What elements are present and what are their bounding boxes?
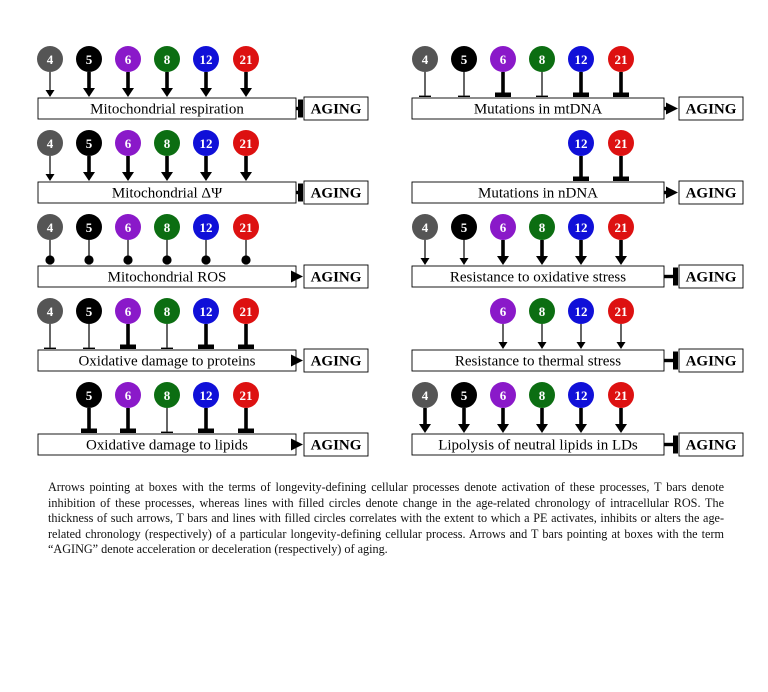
pe-number-label: 4 (46, 52, 54, 67)
activation-arrowhead (497, 424, 509, 433)
activation-arrowhead (46, 90, 55, 97)
aging-label: AGING (310, 269, 362, 286)
aging-activation-arrowhead (291, 439, 303, 451)
activation-arrowhead (538, 342, 547, 349)
pe-number-label: 8 (538, 220, 546, 235)
process-label: Oxidative damage to lipids (85, 437, 249, 454)
activation-arrowhead (615, 424, 627, 433)
pe-number-label: 6 (499, 388, 507, 403)
activation-arrowhead (575, 424, 587, 433)
pe-number-label: 5 (85, 220, 93, 235)
pe-number-label: 4 (46, 304, 54, 319)
pe-number-label: 21 (239, 304, 253, 319)
alteration-filled-circle (201, 255, 210, 264)
aging-label: AGING (685, 269, 737, 286)
panel-0 (37, 46, 368, 120)
inhibition-t-bar (198, 429, 214, 434)
aging-inhibition-t-bar (298, 100, 303, 118)
panel-6 (412, 130, 743, 204)
inhibition-t-bar (613, 93, 629, 98)
pe-number-label: 6 (124, 136, 132, 151)
panel-3 (37, 298, 368, 372)
pe-number-label: 21 (239, 52, 253, 67)
pe-number-label: 21 (239, 388, 253, 403)
alteration-filled-circle (123, 255, 132, 264)
inhibition-t-bar (44, 348, 56, 349)
aging-label: AGING (685, 101, 737, 118)
activation-arrowhead (240, 88, 252, 97)
activation-arrowhead (240, 172, 252, 181)
pe-number-label: 6 (124, 220, 132, 235)
aging-label: AGING (685, 353, 737, 370)
pe-number-label: 6 (124, 52, 132, 67)
aging-label: AGING (685, 437, 737, 454)
pe-number-label: 8 (163, 388, 171, 403)
activation-arrowhead (421, 258, 430, 265)
process-label: Resistance to thermal stress (454, 353, 622, 370)
inhibition-t-bar (120, 345, 136, 350)
pe-number-label: 5 (85, 52, 93, 67)
inhibition-t-bar (419, 96, 431, 97)
process-label: Resistance to oxidative stress (449, 269, 627, 286)
panel-2 (37, 214, 368, 288)
pe-number-label: 8 (538, 388, 546, 403)
aging-label: AGING (310, 353, 362, 370)
panel-5 (412, 46, 743, 120)
pe-number-label: 5 (460, 220, 468, 235)
inhibition-t-bar (161, 432, 173, 433)
pe-number-label: 5 (85, 388, 93, 403)
alteration-filled-circle (241, 255, 250, 264)
activation-arrowhead (122, 88, 134, 97)
pe-number-label: 4 (421, 220, 429, 235)
inhibition-t-bar (238, 429, 254, 434)
pe-number-label: 12 (574, 388, 588, 403)
inhibition-t-bar (458, 96, 470, 97)
activation-arrowhead (200, 88, 212, 97)
aging-label: AGING (310, 437, 362, 454)
panel-8 (412, 298, 743, 372)
pe-number-label: 4 (46, 136, 54, 151)
pe-number-label: 5 (460, 388, 468, 403)
process-label: Mitochondrial respiration (90, 101, 244, 118)
pe-number-label: 4 (46, 220, 54, 235)
alteration-filled-circle (84, 255, 93, 264)
inhibition-t-bar (120, 429, 136, 434)
pe-number-label: 5 (85, 304, 93, 319)
pe-number-label: 6 (499, 52, 507, 67)
inhibition-t-bar (613, 177, 629, 182)
activation-arrowhead (499, 342, 508, 349)
process-label: Mutations in mtDNA (473, 101, 603, 118)
pe-number-label: 21 (614, 136, 628, 151)
process-label: Oxidative damage to proteins (78, 353, 256, 370)
pe-number-label: 4 (421, 52, 429, 67)
inhibition-t-bar (573, 93, 589, 98)
inhibition-t-bar (238, 345, 254, 350)
alteration-filled-circle (162, 255, 171, 264)
activation-arrowhead (536, 256, 548, 265)
inhibition-t-bar (573, 177, 589, 182)
aging-activation-arrowhead (291, 355, 303, 367)
pe-number-label: 8 (163, 220, 171, 235)
pe-number-label: 8 (538, 304, 546, 319)
aging-label: AGING (310, 185, 362, 202)
pe-number-label: 5 (85, 136, 93, 151)
activation-arrowhead (83, 88, 95, 97)
aging-activation-arrowhead (666, 187, 678, 199)
panel-1 (37, 130, 368, 204)
pe-number-label: 6 (124, 388, 132, 403)
aging-activation-arrowhead (666, 103, 678, 115)
pe-number-label: 6 (124, 304, 132, 319)
pe-number-label: 4 (421, 388, 429, 403)
activation-arrowhead (497, 256, 509, 265)
alteration-filled-circle (45, 255, 54, 264)
activation-arrowhead (575, 256, 587, 265)
pe-number-label: 12 (199, 388, 213, 403)
activation-arrowhead (122, 172, 134, 181)
activation-arrowhead (46, 174, 55, 181)
pe-number-label: 6 (499, 304, 507, 319)
pe-number-label: 5 (460, 52, 468, 67)
process-label: Mitochondrial ΔΨ (111, 185, 223, 202)
activation-arrowhead (536, 424, 548, 433)
pe-number-label: 21 (239, 220, 253, 235)
pe-number-label: 12 (199, 136, 213, 151)
process-label: Mitochondrial ROS (107, 269, 227, 286)
pe-number-label: 8 (538, 52, 546, 67)
activation-arrowhead (83, 172, 95, 181)
pe-number-label: 12 (199, 52, 213, 67)
inhibition-t-bar (536, 96, 548, 97)
pe-number-label: 8 (163, 136, 171, 151)
pe-number-label: 21 (614, 52, 628, 67)
aging-inhibition-t-bar (298, 184, 303, 202)
pe-number-label: 21 (614, 220, 628, 235)
inhibition-t-bar (81, 429, 97, 434)
aging-inhibition-t-bar (673, 268, 678, 286)
pe-number-label: 12 (574, 304, 588, 319)
pe-number-label: 8 (163, 52, 171, 67)
activation-arrowhead (419, 424, 431, 433)
pe-number-label: 12 (574, 136, 588, 151)
activation-arrowhead (460, 258, 469, 265)
aging-inhibition-t-bar (673, 436, 678, 454)
panel-7 (412, 214, 743, 288)
pe-number-label: 12 (199, 304, 213, 319)
activation-arrowhead (161, 172, 173, 181)
activation-arrowhead (617, 342, 626, 349)
inhibition-t-bar (83, 348, 95, 349)
aging-label: AGING (685, 185, 737, 202)
activation-arrowhead (458, 424, 470, 433)
pe-number-label: 12 (199, 220, 213, 235)
panel-9 (412, 382, 743, 456)
activation-arrowhead (615, 256, 627, 265)
pe-number-label: 12 (574, 52, 588, 67)
process-label: Lipolysis of neutral lipids in LDs (438, 437, 638, 454)
activation-arrowhead (161, 88, 173, 97)
inhibition-t-bar (495, 93, 511, 98)
aging-inhibition-t-bar (673, 352, 678, 370)
activation-arrowhead (577, 342, 586, 349)
inhibition-t-bar (198, 345, 214, 350)
pe-number-label: 8 (163, 304, 171, 319)
pe-number-label: 21 (239, 136, 253, 151)
figure-caption: Arrows pointing at boxes with the terms of longevity-defining cellular processes denote activation of these processes, T bars denote inhibition of these processes, whereas lines with filled circles denote change in the age-related chronology of intracellular ROS. The thickness of such arrows, T bars and lines with filled circles correlates with the extent to which a PE activates, inhibits or alters the age-related chronology (respectively) of a particular longevity-defining cellular process. Arrows and T bars pointing at boxes with the term “AGING” denote acceleration or deceleration (respectively) of aging. (48, 480, 724, 556)
process-label: Mutations in nDNA (478, 185, 598, 202)
panel-4 (38, 382, 368, 456)
aging-activation-arrowhead (291, 271, 303, 283)
pe-number-label: 21 (614, 304, 628, 319)
pe-number-label: 6 (499, 220, 507, 235)
pe-number-label: 21 (614, 388, 628, 403)
aging-label: AGING (310, 101, 362, 118)
inhibition-t-bar (161, 348, 173, 349)
pe-number-label: 12 (574, 220, 588, 235)
activation-arrowhead (200, 172, 212, 181)
